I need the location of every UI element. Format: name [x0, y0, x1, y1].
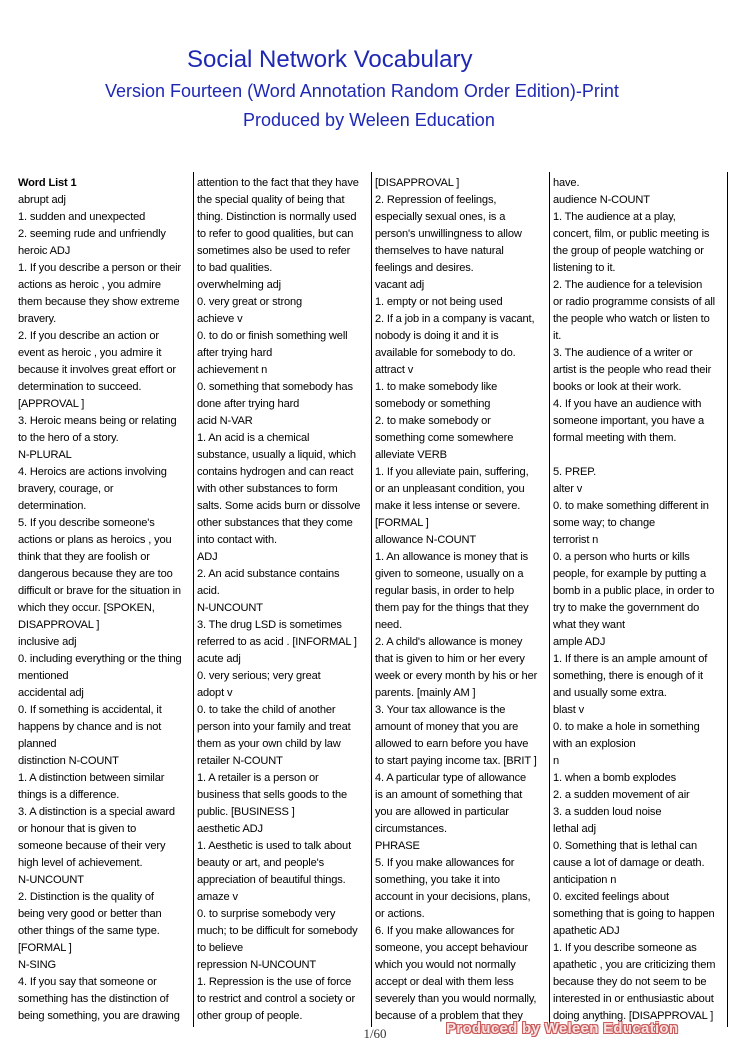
text-line: alter v: [553, 483, 583, 495]
text-line: 1. when a bomb explodes: [553, 772, 676, 784]
text-line: doing anything. [DISAPPROVAL ]: [553, 1010, 714, 1022]
text-line: achieve v: [197, 313, 243, 325]
text-line: 1. If you describe someone as: [553, 942, 697, 954]
text-line: after trying hard: [197, 347, 273, 359]
text-line: 3. A distinction is a special award: [18, 806, 175, 818]
text-line: heroic ADJ: [18, 245, 71, 257]
text-line: regular basis, in order to help: [375, 585, 515, 597]
text-line: themselves to have natural: [375, 245, 504, 257]
text-line: 1. The audience at a play,: [553, 211, 676, 223]
text-line: something, there is enough of it: [553, 670, 703, 682]
text-line: something come somewhere: [375, 432, 514, 444]
text-line: something, you take it into: [375, 874, 500, 886]
text-line: thing. Distinction is normally used: [197, 211, 357, 223]
text-line: N-UNCOUNT: [197, 602, 263, 614]
text-line: acid.: [197, 585, 220, 597]
text-line: make it less intense or severe.: [375, 500, 521, 512]
text-line: being very good or better than: [18, 908, 162, 920]
text-line: 0. including everything or the thing: [18, 653, 182, 665]
text-line: 1. empty or not being used: [375, 296, 503, 308]
text-line: interested in or enthusiastic about: [553, 993, 714, 1005]
watermark: Produced by Weleen Education: [446, 1020, 679, 1037]
text-line: planned: [18, 738, 57, 750]
page-number: 1/60: [363, 1026, 387, 1041]
text-line: 1. An allowance is money that is: [375, 551, 529, 563]
text-line: something has the distinction of: [18, 993, 169, 1005]
text-line: 4. If you say that someone or: [18, 976, 157, 988]
text-line: repression N-UNCOUNT: [197, 959, 317, 971]
text-line: 1. Aesthetic is used to talk about: [197, 840, 352, 852]
text-line: them as your own child by law: [197, 738, 341, 750]
text-line: 3. Your tax allowance is the: [375, 704, 506, 716]
text-line: because they do not seem to be: [553, 976, 707, 988]
text-line: 0. very great or strong: [197, 296, 303, 308]
text-line: someone, you accept behaviour: [375, 942, 528, 954]
text-line: 1. Repression is the use of force: [197, 976, 352, 988]
text-line: acute adj: [197, 653, 241, 665]
text-line: the group of people watching or: [553, 245, 704, 257]
text-line: someone important, you have a: [553, 415, 705, 427]
text-line: sometimes also be used to refer: [197, 245, 351, 257]
text-line: public. [BUSINESS ]: [197, 806, 295, 818]
text-line: 1. A retailer is a person or: [197, 772, 319, 784]
text-line: lethal adj: [553, 823, 596, 835]
text-line: to start paying income tax. [BRIT ]: [375, 755, 537, 767]
text-line: them pay for the things that they: [375, 602, 529, 614]
document-title: Social Network Vocabulary: [187, 46, 473, 73]
text-line: 3. The audience of a writer or: [553, 347, 693, 359]
text-line: things is a difference.: [18, 789, 120, 801]
text-line: 2. If you describe an action or: [18, 330, 159, 342]
text-line: 1. If there is an ample amount of: [553, 653, 708, 665]
text-line: beauty or art, and people's: [197, 857, 324, 869]
text-line: 6. If you make allowances for: [375, 925, 515, 937]
text-line: 4. Heroics are actions involving: [18, 466, 167, 478]
text-line: 5. If you make allowances for: [375, 857, 515, 869]
text-line: which they occur. [SPOKEN,: [18, 602, 155, 614]
text-line: salts. Some acids burn or dissolve: [197, 500, 361, 512]
text-line: abrupt adj: [18, 194, 66, 206]
text-line: the people who watch or listen to: [553, 313, 710, 325]
text-line: available for somebody to do.: [375, 347, 516, 359]
text-line: books or look at their work.: [553, 381, 682, 393]
text-line: N-PLURAL: [18, 449, 72, 461]
text-line: amaze v: [197, 891, 238, 903]
text-line: attention to the fact that they have: [197, 177, 359, 189]
text-line: 0. to take the child of another: [197, 704, 336, 716]
text-line: 5. PREP.: [553, 466, 596, 478]
text-line: 2. Repression of feelings,: [375, 194, 497, 206]
text-line: that is given to him or her every: [375, 653, 525, 665]
text-line: and usually some extra.: [553, 687, 667, 699]
text-line: other group of people.: [197, 1010, 303, 1022]
text-line: 1. sudden and unexpected: [18, 211, 146, 223]
text-line: business that sells goods to the: [197, 789, 347, 801]
text-line: 1. If you describe a person or their: [18, 262, 181, 274]
text-line: allowance N-COUNT: [375, 534, 477, 546]
text-line: is an amount of something that: [375, 789, 523, 801]
text-line: 1. A distinction between similar: [18, 772, 165, 784]
text-line: circumstances.: [375, 823, 447, 835]
text-line: high level of achievement.: [18, 857, 143, 869]
text-line: to the hero of a story.: [18, 432, 119, 444]
text-line: aesthetic ADJ: [197, 823, 263, 835]
text-line: [DISAPPROVAL ]: [375, 177, 460, 189]
word-list-heading: Word List 1: [18, 177, 77, 189]
text-line: 2. The audience for a television: [553, 279, 703, 291]
text-line: distinction N-COUNT: [18, 755, 119, 767]
text-line: think that they are foolish or: [18, 551, 150, 563]
text-line: formal meeting with them.: [553, 432, 677, 444]
text-line: vacant adj: [375, 279, 425, 291]
text-line: because of a problem that they: [375, 1010, 523, 1022]
text-line: especially sexual ones, is a: [375, 211, 506, 223]
text-line: overwhelming adj: [197, 279, 281, 291]
vocabulary-columns: [18, 175, 728, 1027]
column-4: [553, 175, 728, 1027]
text-line: 2. a sudden movement of air: [553, 789, 690, 801]
text-line: nobody is doing it and it is: [375, 330, 499, 342]
text-line: ample ADJ: [553, 636, 606, 648]
text-line: 0. a person who hurts or kills: [553, 551, 690, 563]
column-1: [18, 175, 192, 1027]
text-line: you are allowed in particular: [375, 806, 509, 818]
text-line: need.: [375, 619, 403, 631]
text-line: event as heroic , you admire it: [18, 347, 162, 359]
text-line: 2. Distinction is the quality of: [18, 891, 154, 903]
text-line: something that is going to happen: [553, 908, 715, 920]
text-line: or an unpleasant condition, you: [375, 483, 525, 495]
text-line: actions as heroic , you admire: [18, 279, 161, 291]
text-line: 3. The drug LSD is sometimes: [197, 619, 342, 631]
text-line: 0. very serious; very great: [197, 670, 321, 682]
text-line: 3. Heroic means being or relating: [18, 415, 177, 427]
text-line: determination.: [18, 500, 87, 512]
text-line: bravery, courage, or: [18, 483, 114, 495]
text-line: determination to succeed.: [18, 381, 142, 393]
text-line: retailer N-COUNT: [197, 755, 283, 767]
text-line: inclusive adj: [18, 636, 77, 648]
text-line: them because they show extreme: [18, 296, 180, 308]
text-line: amount of money that you are: [375, 721, 519, 733]
text-line: PHRASE: [375, 840, 420, 852]
text-line: N-UNCOUNT: [18, 874, 84, 886]
text-line: actions or plans as heroics , you: [18, 534, 172, 546]
text-line: apathetic ADJ: [553, 925, 620, 937]
text-line: allowed to earn before you have: [375, 738, 529, 750]
text-line: to restrict and control a society or: [197, 993, 355, 1005]
text-line: 2. An acid substance contains: [197, 568, 340, 580]
text-line: appreciation of beautiful things.: [197, 874, 346, 886]
text-line: happens by chance and is not: [18, 721, 162, 733]
text-line: artist is the people who read their: [553, 364, 712, 376]
text-line: feelings and desires.: [375, 262, 474, 274]
text-line: severely than you would normally,: [375, 993, 537, 1005]
text-line: apathetic , you are criticizing them: [553, 959, 716, 971]
text-line: people, for example by putting a: [553, 568, 707, 580]
text-line: listening to it.: [553, 262, 616, 274]
text-line: because it involves great effort or: [18, 364, 176, 376]
text-line: acid N-VAR: [197, 415, 253, 427]
text-line: person into your family and treat: [197, 721, 351, 733]
text-line: accidental adj: [18, 687, 84, 699]
text-line: which you would not normally: [375, 959, 516, 971]
text-line: week or every month by his or her: [375, 670, 538, 682]
text-line: to believe: [197, 942, 243, 954]
text-line: or actions.: [375, 908, 425, 920]
text-line: what they want: [553, 619, 625, 631]
text-line: accept or deal with them less: [375, 976, 514, 988]
text-line: cause a lot of damage or death.: [553, 857, 705, 869]
text-line: n: [553, 755, 560, 767]
text-line: alleviate VERB: [375, 449, 447, 461]
text-line: mentioned: [18, 670, 69, 682]
text-line: [FORMAL ]: [375, 517, 429, 529]
text-line: done after trying hard: [197, 398, 300, 410]
text-line: 4. If you have an audience with: [553, 398, 702, 410]
text-line: blast v: [553, 704, 585, 716]
text-line: 3. a sudden loud noise: [553, 806, 662, 818]
text-line: 4. A particular type of allowance: [375, 772, 527, 784]
column-3: [375, 175, 547, 1027]
text-line: substance, usually a liquid, which: [197, 449, 356, 461]
text-line: difficult or brave for the situation in: [18, 585, 181, 597]
text-line: to refer to good qualities, but can: [197, 228, 354, 240]
text-line: terrorist n: [553, 534, 599, 546]
text-line: have.: [553, 177, 580, 189]
text-line: audience N-COUNT: [553, 194, 650, 206]
text-line: 2. If a job in a company is vacant,: [375, 313, 535, 325]
text-line: [553, 447, 728, 464]
text-line: 2. A child's allowance is money: [375, 636, 523, 648]
text-line: [APPROVAL ]: [18, 398, 85, 410]
text-line: it.: [553, 330, 562, 342]
text-line: 0. to make a hole in something: [553, 721, 700, 733]
text-line: 1. to make somebody like: [375, 381, 498, 393]
text-line: bomb in a public place, in order to: [553, 585, 715, 597]
text-line: try to make the government do: [553, 602, 700, 614]
text-line: given to someone, usually on a: [375, 568, 524, 580]
text-line: the special quality of being that: [197, 194, 345, 206]
text-line: 0. excited feelings about: [553, 891, 669, 903]
text-line: into contact with.: [197, 534, 277, 546]
text-line: other things of the same type.: [18, 925, 160, 937]
text-line: 0. Something that is lethal can: [553, 840, 697, 852]
text-line: 0. something that somebody has: [197, 381, 353, 393]
text-line: to bad qualities.: [197, 262, 273, 274]
text-line: DISAPPROVAL ]: [18, 619, 100, 631]
text-line: much; to be difficult for somebody: [197, 925, 358, 937]
text-line: referred to as acid . [INFORMAL ]: [197, 636, 357, 648]
text-line: with an explosion: [553, 738, 636, 750]
document-subtitle: Version Fourteen (Word Annotation Random Order Edition)-Print: [105, 81, 619, 101]
text-line: with other substances to form: [197, 483, 338, 495]
text-line: 0. to make something different in: [553, 500, 709, 512]
text-line: other substances that they come: [197, 517, 353, 529]
text-line: 1. An acid is a chemical: [197, 432, 310, 444]
text-line: 1. If you alleviate pain, suffering,: [375, 466, 529, 478]
text-line: attract v: [375, 364, 414, 376]
text-line: account in your decisions, plans,: [375, 891, 531, 903]
text-line: anticipation n: [553, 874, 617, 886]
text-line: somebody or something: [375, 398, 491, 410]
text-line: 0. to do or finish something well: [197, 330, 348, 342]
text-line: someone because of their very: [18, 840, 166, 852]
text-line: [FORMAL ]: [18, 942, 72, 954]
text-line: dangerous because they are too: [18, 568, 173, 580]
text-line: 5. If you describe someone's: [18, 517, 155, 529]
text-line: 0. to surprise somebody very: [197, 908, 336, 920]
column-2: [197, 175, 368, 1027]
text-line: person's unwillingness to allow: [375, 228, 522, 240]
text-line: achievement n: [197, 364, 268, 376]
text-line: 2. seeming rude and unfriendly: [18, 228, 166, 240]
text-line: being something, you are drawing: [18, 1010, 180, 1022]
text-line: concert, film, or public meeting is: [553, 228, 710, 240]
text-line: bravery.: [18, 313, 57, 325]
text-line: 2. to make somebody or: [375, 415, 491, 427]
text-line: N-SING: [18, 959, 56, 971]
text-line: or radio programme consists of all: [553, 296, 715, 308]
text-line: 0. If something is accidental, it: [18, 704, 162, 716]
document-producer: Produced by Weleen Education: [243, 110, 495, 130]
text-line: ADJ: [197, 551, 218, 563]
text-line: or honour that is given to: [18, 823, 137, 835]
text-line: contains hydrogen and can react: [197, 466, 354, 478]
text-line: some way; to change: [553, 517, 655, 529]
text-line: parents. [mainly AM ]: [375, 687, 476, 699]
text-line: adopt v: [197, 687, 233, 699]
